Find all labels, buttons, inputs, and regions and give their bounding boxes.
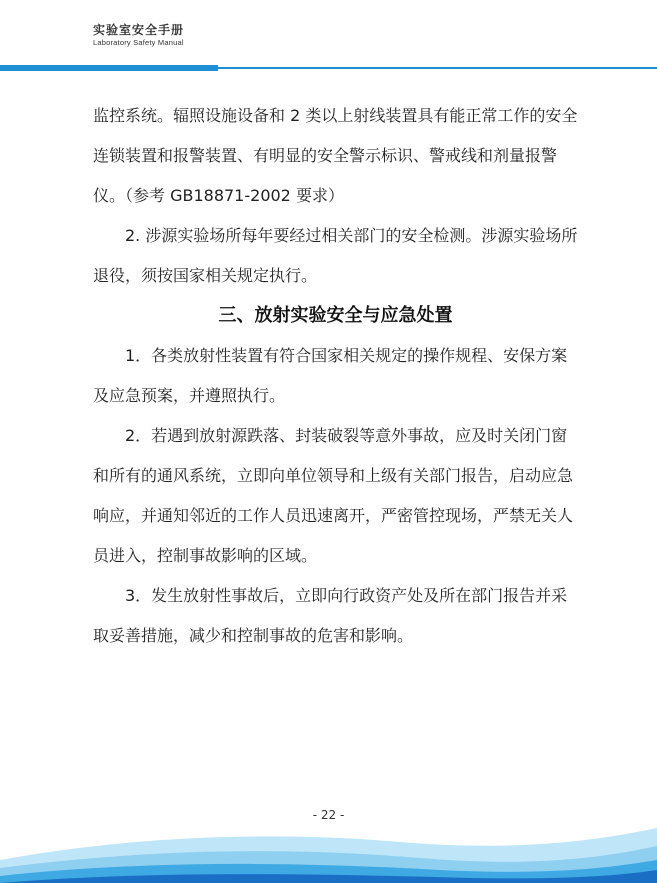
header-rule	[0, 65, 657, 71]
header-rule-thin	[218, 67, 657, 69]
paragraph-continuation: 监控系统。辐照设施设备和 2 类以上射线装置具有能正常工作的安全连锁装置和报警装置、有明显的安全警示标识、警戒线和剂量报警仪。（参考 GB18871-2002 要求）	[93, 106, 578, 205]
header-title: 实验室安全手册	[93, 23, 185, 37]
header-rule-thick	[0, 65, 218, 71]
header-subtitle: Laboratory Safety Manual	[93, 38, 184, 47]
paragraph-item-2: 2. 涉源实验场所每年要经过相关部门的安全检测。涉源实验场所退役，须按国家相关规定执行。	[93, 226, 578, 285]
section-heading: 三、放射实验安全与应急处置	[218, 305, 453, 326]
list-item-1: 1．各类放射性装置有符合国家相关规定的操作规程、安保方案及应急预案，并遵照执行。	[93, 346, 568, 405]
list-item-2: 2．若遇到放射源跌落、封装破裂等意外事故，应及时关闭门窗和所有的通风系统，立即向单位领导和上级有关部门报告，启动应急响应，并通知邻近的工作人员迅速离开，严密管控现场，严禁无关人员进入，控制事故影响的区域。	[93, 426, 574, 565]
list-item-3: 3．发生放射性事故后，立即向行政资产处及所在部门报告并采取妥善措施，减少和控制事故的危害和影响。	[93, 586, 568, 645]
footer-wave-decoration	[0, 820, 657, 883]
page-body	[93, 96, 578, 656]
running-header	[93, 22, 184, 48]
page-number: - 22 -	[312, 808, 345, 822]
